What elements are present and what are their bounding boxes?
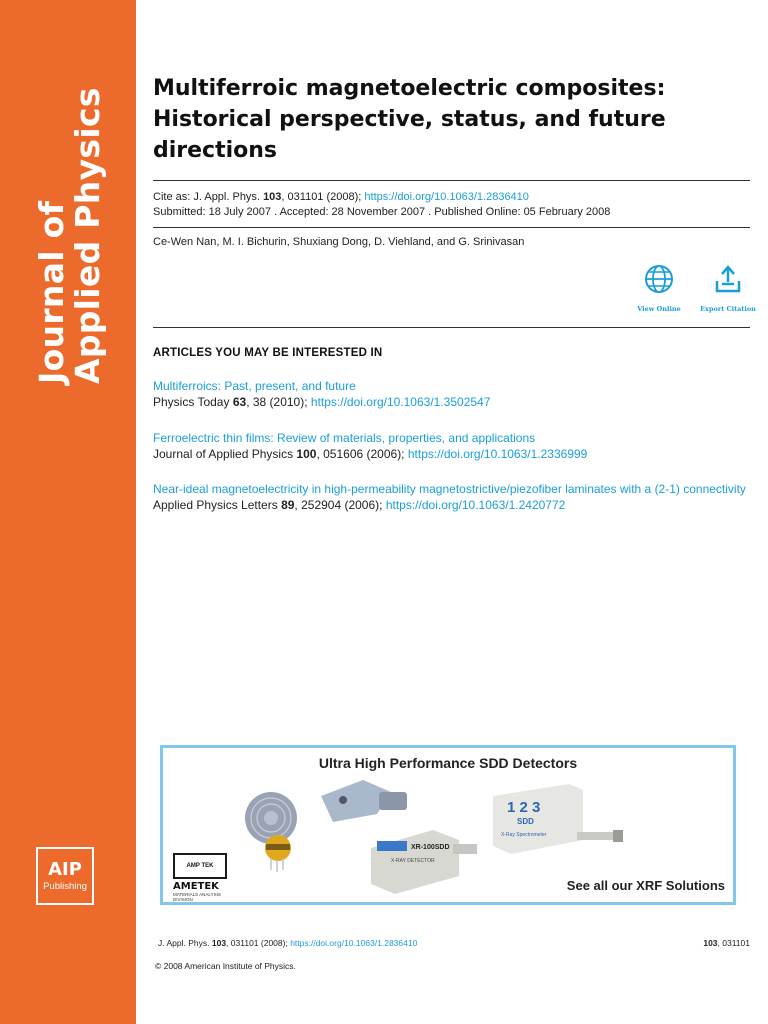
view-online-button[interactable] bbox=[629, 264, 689, 313]
amptek-logo: AMP TEK bbox=[173, 853, 227, 879]
divider bbox=[153, 180, 750, 181]
footer-page-volume: 103 bbox=[703, 938, 718, 948]
source-rest: , 252904 (2006); bbox=[294, 498, 386, 512]
footer-cite-prefix: J. Appl. Phys. bbox=[158, 938, 212, 948]
related-article-title[interactable]: Ferroelectric thin films: Review of materials, properties, and applications bbox=[153, 431, 536, 445]
journal-sidebar bbox=[0, 0, 136, 1024]
footer-doi-link[interactable]: https://doi.org/10.1063/1.2836410 bbox=[290, 938, 418, 948]
globe-icon bbox=[644, 264, 674, 294]
ad-cta[interactable]: See all our XRF Solutions bbox=[566, 878, 725, 893]
source-name: Applied Physics Letters bbox=[153, 498, 282, 512]
journal-name-line2: Applied Physics bbox=[68, 87, 107, 384]
related-article-source bbox=[153, 394, 753, 410]
citation-line bbox=[153, 190, 529, 205]
related-doi-link[interactable]: https://doi.org/10.1063/1.3502547 bbox=[310, 395, 491, 409]
related-article bbox=[153, 481, 753, 513]
publishing-logo-text: Publishing bbox=[43, 880, 87, 892]
journal-name bbox=[34, 84, 106, 384]
related-article-title[interactable]: Near-ideal magnetoelectricity in high-permeability magnetostrictive/piezofiber laminates with a (2-1) connectivity bbox=[153, 482, 746, 496]
ad-headline: Ultra High Performance SDD Detectors bbox=[318, 755, 578, 771]
device2-label: 1 2 3 bbox=[507, 799, 541, 816]
view-online-label: View Online bbox=[637, 305, 681, 313]
source-volume: 63 bbox=[232, 395, 247, 409]
cite-prefix: Cite as: J. Appl. Phys. bbox=[153, 191, 264, 203]
related-doi-link[interactable]: https://doi.org/10.1063/1.2420772 bbox=[385, 498, 566, 512]
related-articles-heading: ARTICLES YOU MAY BE INTERESTED IN bbox=[153, 347, 383, 359]
export-icon bbox=[713, 264, 743, 294]
source-volume: 89 bbox=[281, 498, 295, 512]
footer-page-ref bbox=[703, 938, 750, 948]
advertisement-banner[interactable] bbox=[160, 745, 736, 905]
related-article bbox=[153, 378, 753, 410]
divider bbox=[153, 227, 750, 228]
divider bbox=[153, 327, 750, 328]
source-name: Journal of Applied Physics bbox=[153, 447, 297, 461]
source-rest: , 051606 (2006); bbox=[316, 447, 408, 461]
export-citation-button[interactable] bbox=[698, 264, 758, 313]
device2-sub: X-Ray Spectrometer bbox=[501, 832, 547, 838]
ametek-brand: AMETEK bbox=[173, 881, 219, 892]
footer-citation bbox=[158, 938, 417, 948]
source-volume: 100 bbox=[296, 447, 317, 461]
device1-label: XR-100SDD bbox=[411, 844, 450, 851]
copyright-notice: © 2008 American Institute of Physics. bbox=[155, 961, 296, 971]
article-doi-link[interactable]: https://doi.org/10.1063/1.2836410 bbox=[364, 191, 529, 203]
source-name: Physics Today bbox=[153, 395, 233, 409]
source-rest: , 38 (2010); bbox=[246, 395, 311, 409]
article-title: Multiferroic magnetoelectric composites: Historical perspective, status, and future directions bbox=[153, 76, 666, 163]
amptek-ametek-logo bbox=[173, 853, 233, 902]
related-article-title[interactable]: Multiferroics: Past, present, and future bbox=[153, 379, 356, 393]
cite-rest: , 031101 (2008); bbox=[281, 191, 365, 203]
related-doi-link[interactable]: https://doi.org/10.1063/1.2336999 bbox=[407, 447, 588, 461]
related-article-source bbox=[153, 497, 753, 513]
export-citation-label: Export Citation bbox=[700, 305, 756, 313]
aip-logo-text: AIP bbox=[48, 858, 82, 880]
device1-sub: X-RAY DETECTOR bbox=[391, 858, 435, 864]
device2-sdd: SDD bbox=[517, 817, 534, 826]
cite-volume: 103 bbox=[263, 191, 282, 203]
footer-volume: 103 bbox=[211, 938, 227, 948]
related-article-source bbox=[153, 446, 753, 462]
related-article bbox=[153, 430, 753, 462]
footer-cite-rest: , 031101 (2008); bbox=[226, 938, 291, 948]
footer-page-rest: , 031101 bbox=[717, 938, 750, 948]
ametek-division: MATERIALS ANALYSIS DIVISION bbox=[173, 892, 221, 902]
author-list: Ce-Wen Nan, M. I. Bichurin, Shuxiang Dong, D. Viehland, and G. Srinivasan bbox=[153, 236, 525, 248]
aip-publishing-logo[interactable] bbox=[36, 847, 94, 905]
publication-dates: Submitted: 18 July 2007 . Accepted: 28 November 2007 . Published Online: 05 February 2008 bbox=[153, 206, 611, 218]
journal-name-line1: Journal of bbox=[32, 200, 71, 384]
